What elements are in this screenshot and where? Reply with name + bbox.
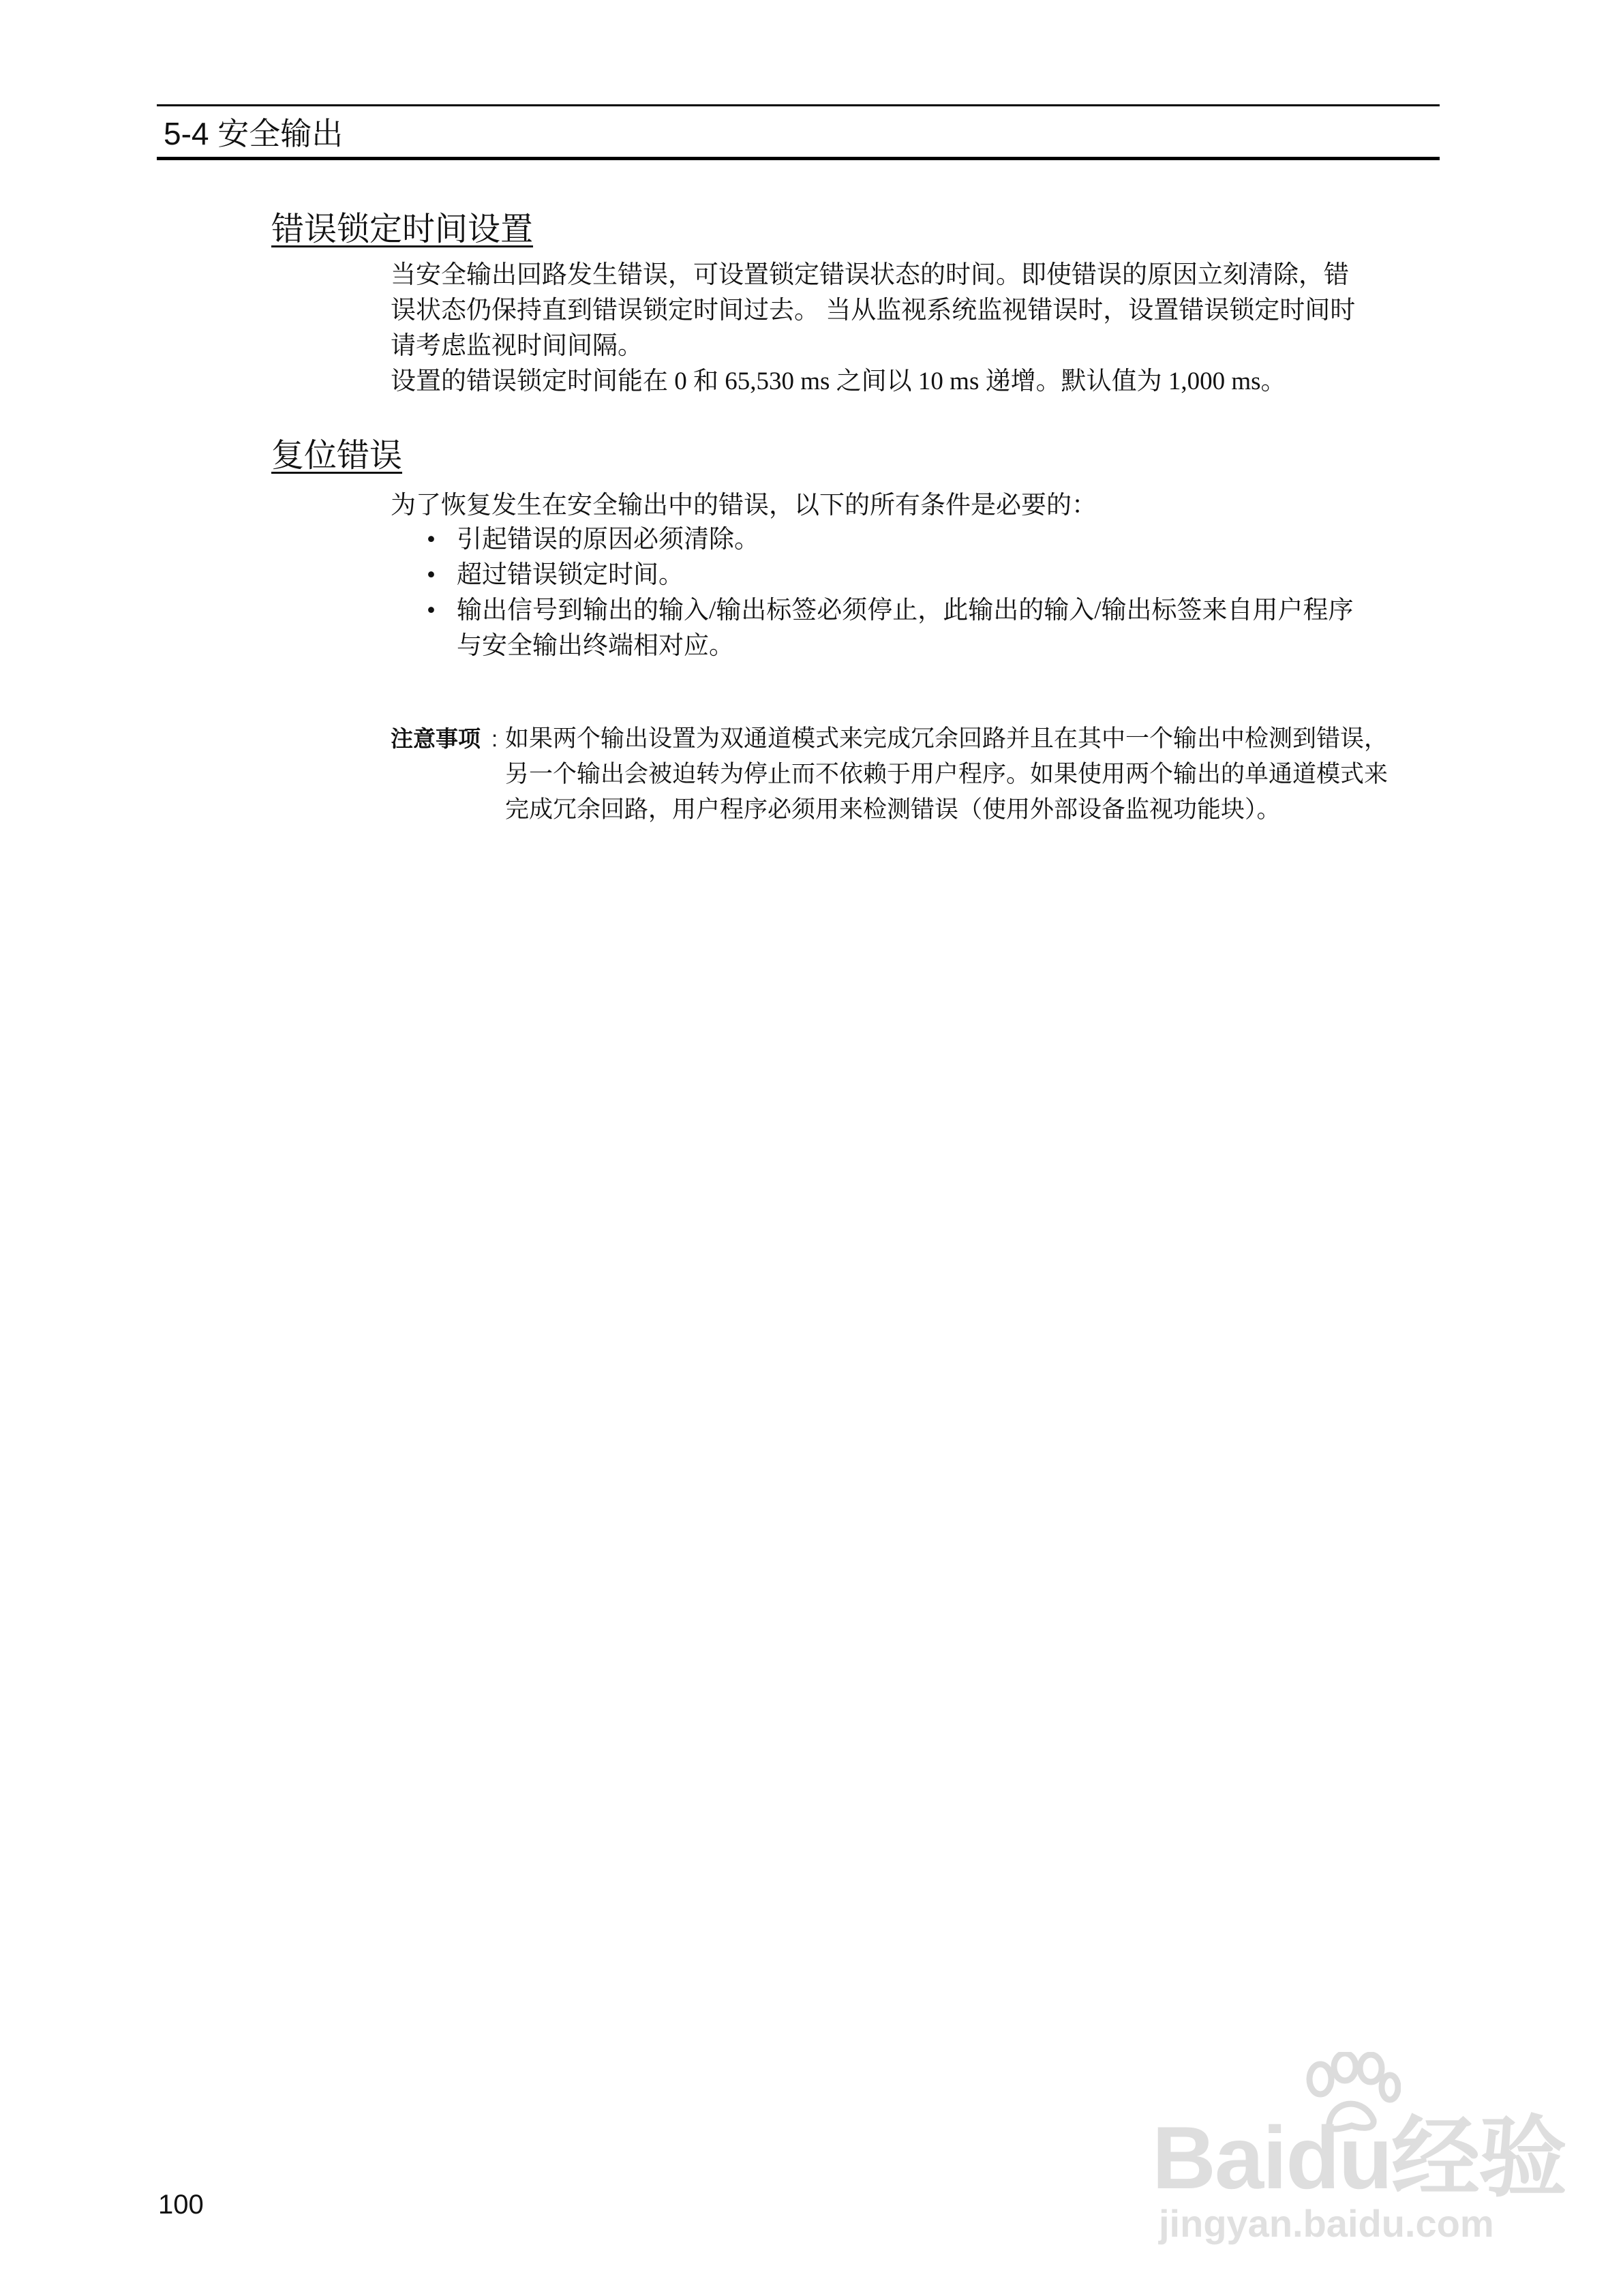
watermark-url: jingyan.baidu.com <box>1159 2202 1494 2245</box>
note-body <box>505 721 1459 828</box>
note-line: 完成冗余回路，用户程序必须用来检测错误（使用外部设备监视功能块）。 <box>505 796 1281 823</box>
header-bottom-rule <box>157 157 1440 160</box>
watermark-logo-text: Baidu经验 <box>1152 2108 1566 2207</box>
note-label: 注意事项 <box>391 726 481 751</box>
section-header-title: 5-4 安全输出 <box>164 116 344 151</box>
header-top-rule <box>157 104 1440 106</box>
list-item-text: 引起错误的原因必须清除。 <box>457 526 759 554</box>
list-item <box>421 522 1444 558</box>
baidu-jingyan-watermark <box>1152 2052 1566 2250</box>
paragraph-line: 误状态仍保持直到错误锁定时间过去。 当从监视系统监视错误时，设置错误锁定时间时 <box>391 297 1356 324</box>
paragraph-line: 设置的错误锁定时间能在 0 和 65,530 ms 之间以 10 ms 递增。默认值为 1,000 ms。 <box>391 367 1286 395</box>
paragraph-reset-intro: 为了恢复发生在安全输出中的错误，以下的所有条件是必要的： <box>391 492 1097 519</box>
bullet-icon: • <box>427 526 436 554</box>
bullet-icon: • <box>427 561 436 589</box>
list-item-text: 超过错误锁定时间。 <box>457 561 684 589</box>
list-item-text: 与安全输出终端相对应。 <box>457 632 734 660</box>
list-item-text: 输出信号到输出的输入/输出标签必须停止，此输出的输入/输出标签来自用户程序 <box>457 596 1354 624</box>
paragraph-error-lockout-time <box>391 258 1444 399</box>
heading-error-lockout-time: 错误锁定时间设置 <box>271 211 534 247</box>
list-item <box>421 558 1444 593</box>
note-colon: : <box>491 726 498 751</box>
page-number: 100 <box>158 2190 204 2220</box>
bullet-icon: • <box>427 596 436 624</box>
heading-reset-error: 复位错误 <box>271 438 403 474</box>
note-line: 另一个输出会被迫转为停止而不依赖于用户程序。如果使用两个输出的单通道模式来 <box>505 761 1389 787</box>
note-line: 如果两个输出设置为双通道模式来完成冗余回路并且在其中一个输出中检测到错误， <box>505 725 1389 752</box>
list-item <box>421 593 1444 664</box>
reset-conditions-list <box>421 522 1444 664</box>
paragraph-line: 当安全输出回路发生错误，可设置锁定错误状态的时间。即使错误的原因立刻清除，错 <box>391 261 1349 289</box>
paragraph-line: 请考虑监视时间间隔。 <box>391 332 643 360</box>
